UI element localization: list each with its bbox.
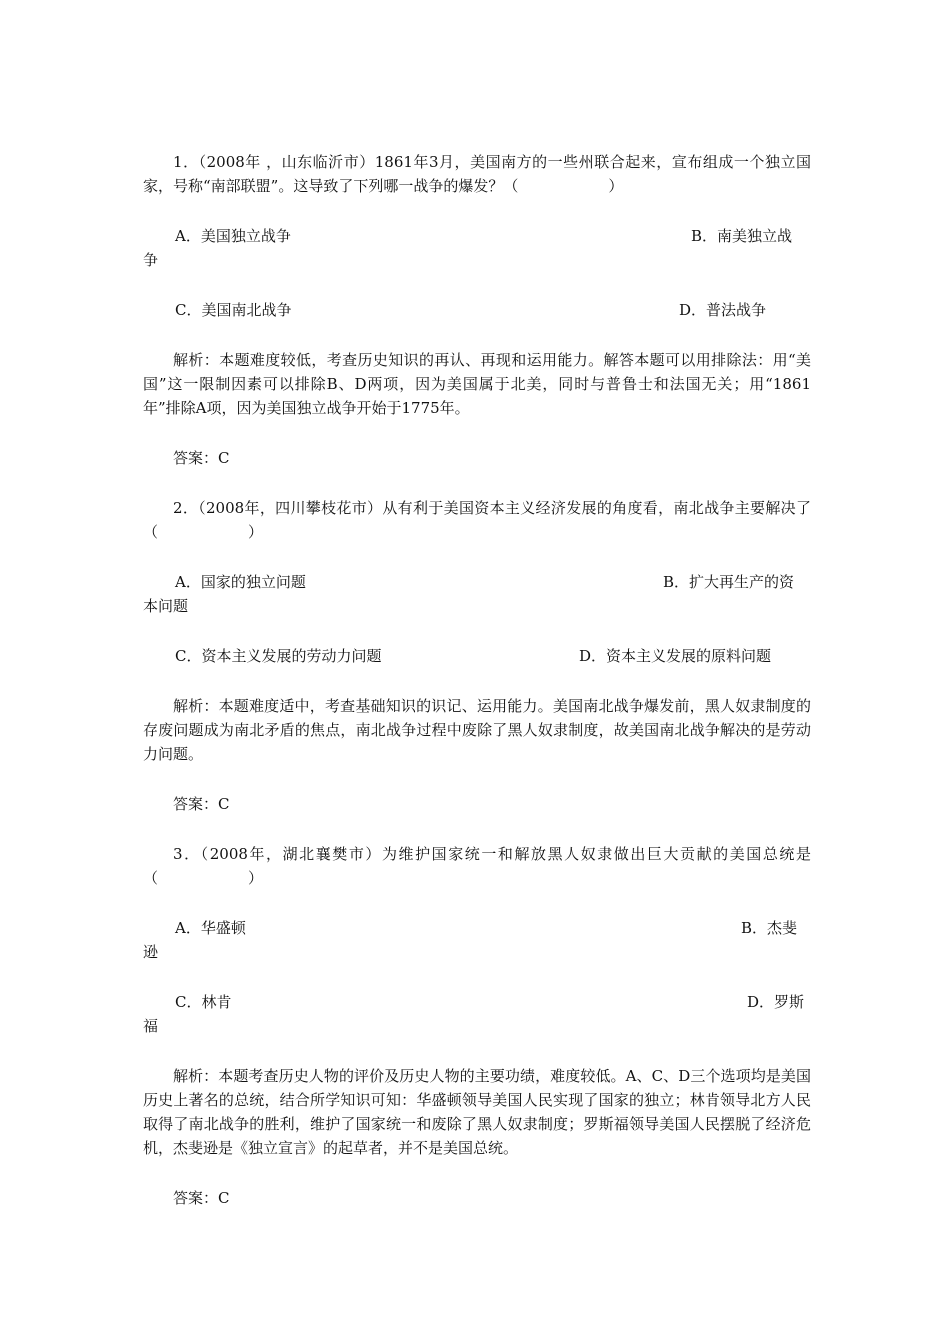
question-2-option-b: B．扩大再生产的资 <box>663 573 795 591</box>
question-3-option-a: A．华盛顿 <box>175 919 246 937</box>
question-1-option-b: B．南美独立战 <box>691 227 793 245</box>
question-3-option-d-wrap: 福 <box>143 1017 159 1035</box>
question-3-option-row-ab <box>143 916 811 964</box>
question-1-options <box>143 224 811 322</box>
question-3-stem: 3．（2008年，湖北襄樊市）为维护国家统一和解放黑人奴隶做出巨大贡献的美国总统是（ ） <box>143 845 811 887</box>
question-3-option-b-wrap: 逊 <box>143 943 159 961</box>
question-1-option-d: D．普法战争 <box>679 301 767 319</box>
question-2-analysis: 解析：本题难度适中，考查基础知识的识记、运用能力。美国南北战争爆发前，黑人奴隶制度的存废问题成为南北矛盾的焦点，南北战争过程中废除了黑人奴隶制度，故美国南北战争解决的是劳动力问题。 <box>143 697 811 763</box>
question-1-option-b-wrap: 争 <box>143 251 159 269</box>
question-2-option-row-ab <box>143 570 811 618</box>
question-2-option-c: C．资本主义发展的劳动力问题 <box>175 647 382 665</box>
question-1-option-row-cd <box>143 298 811 322</box>
question-1-option-c: C．美国南北战争 <box>175 301 292 319</box>
question-1-analysis: 解析：本题难度较低，考查历史知识的再认、再现和运用能力。解答本题可以用排除法：用“美国”这一限制因素可以排除B、D两项，因为美国属于北美，同时与普鲁士和法国无关；用“1861年”排除A项，因为美国独立战争开始于1775年。 <box>143 351 811 417</box>
question-2-option-b-wrap: 本问题 <box>143 597 189 615</box>
question-2-stem: 2．（2008年，四川攀枝花市）从有利于美国资本主义经济发展的角度看，南北战争主要解决了（ ） <box>143 499 811 541</box>
question-2-option-a: A．国家的独立问题 <box>175 573 306 591</box>
document-body <box>143 150 811 1236</box>
question-1-stem: 1．（2008年 ，山东临沂市）1861年3月，美国南方的一些州联合起来，宣布组成一个独立国家，号称“南部联盟”。这导致了下列哪一战争的爆发？（ ） <box>143 153 811 195</box>
question-3-answer: 答案：C <box>173 1189 230 1207</box>
question-2-answer: 答案：C <box>173 795 230 813</box>
question-1-answer: 答案：C <box>173 449 230 467</box>
question-3-option-d: D．罗斯 <box>747 993 805 1011</box>
question-2-option-d: D．资本主义发展的原料问题 <box>579 647 772 665</box>
question-3-analysis: 解析：本题考查历史人物的评价及历史人物的主要功绩，难度较低。A、C、D三个选项均是美国历史上著名的总统，结合所学知识可知：华盛顿领导美国人民实现了国家的独立；林肯领导北方人民取得了南北战争的胜利，维护了国家统一和废除了黑人奴隶制度；罗斯福领导美国人民摆脱了经济危机，杰斐逊是《独立宣言》的起草者，并不是美国总统。 <box>143 1067 811 1157</box>
question-3-option-row-cd <box>143 990 811 1038</box>
question-1-option-row-ab <box>143 224 811 272</box>
question-3-option-c: C．林肯 <box>175 993 232 1011</box>
question-3-options <box>143 916 811 1038</box>
question-2-options <box>143 570 811 668</box>
question-2-option-row-cd <box>143 644 811 668</box>
question-3-option-b: B．杰斐 <box>741 919 798 937</box>
question-1-option-a: A．美国独立战争 <box>175 227 291 245</box>
